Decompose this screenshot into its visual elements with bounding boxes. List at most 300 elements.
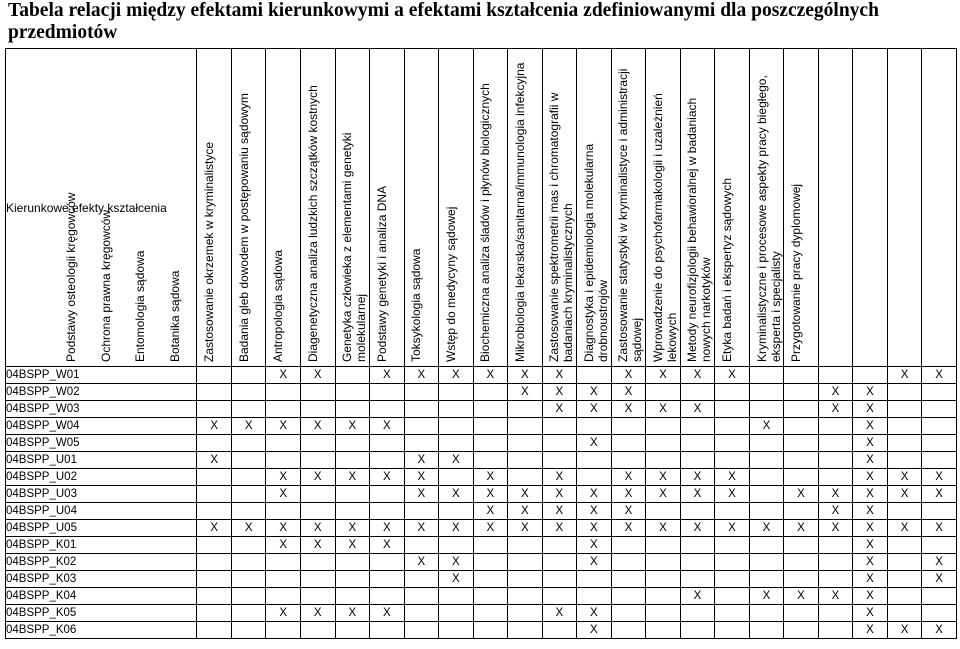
relation-cell xyxy=(335,622,370,639)
relation-cell: X xyxy=(611,384,646,401)
table-row xyxy=(6,588,957,605)
relation-cell xyxy=(231,401,266,418)
relation-cell xyxy=(370,435,405,452)
relation-cell: X xyxy=(542,503,577,520)
relation-cell: X xyxy=(784,486,819,503)
relation-cell xyxy=(818,469,853,486)
relation-cell: X xyxy=(887,520,922,537)
relation-cell xyxy=(197,554,232,571)
table-header-row xyxy=(6,49,957,367)
relation-cell xyxy=(922,418,957,435)
relation-cell xyxy=(231,503,266,520)
relation-cell xyxy=(887,418,922,435)
table-row xyxy=(6,469,957,486)
relation-cell xyxy=(370,452,405,469)
relation-cell xyxy=(266,554,301,571)
relation-cell xyxy=(473,554,508,571)
relation-cell xyxy=(508,622,543,639)
table-row xyxy=(6,486,957,503)
relation-cell xyxy=(887,554,922,571)
relation-cell xyxy=(473,588,508,605)
relation-cell xyxy=(231,452,266,469)
relation-cell: X xyxy=(577,401,612,418)
relation-cell xyxy=(818,418,853,435)
relation-cell xyxy=(887,384,922,401)
relation-cell: X xyxy=(542,401,577,418)
relation-cell xyxy=(301,622,336,639)
relation-cell: X xyxy=(853,435,888,452)
subject-header-label: Mikrobiologia lekarska/sanitarna/immunologia infekcyjna xyxy=(512,62,527,362)
relation-cell: X xyxy=(611,520,646,537)
relation-cell: X xyxy=(439,486,474,503)
effect-code: 04BSPP_W02 xyxy=(6,384,197,401)
relation-cell: X xyxy=(370,367,405,384)
relation-cell xyxy=(887,537,922,554)
relation-cell xyxy=(542,452,577,469)
relation-cell xyxy=(404,384,439,401)
relation-cell xyxy=(301,554,336,571)
relation-cell xyxy=(646,605,681,622)
relation-cell xyxy=(611,435,646,452)
subject-header-label: Genetyka człowieka z elementami genetyki molekularnej xyxy=(340,132,369,362)
relation-cell xyxy=(404,605,439,622)
relation-cell xyxy=(404,588,439,605)
subject-header-label: Wstęp do medycyny sądowej xyxy=(443,206,458,362)
subject-header-label: Biochemiczna analiza śladów i płynów biologicznych xyxy=(478,83,493,362)
relation-cell xyxy=(715,605,750,622)
relation-cell xyxy=(335,367,370,384)
relation-cell xyxy=(784,571,819,588)
relation-cell: X xyxy=(646,486,681,503)
relation-cell xyxy=(818,622,853,639)
effect-code: 04BSPP_U02 xyxy=(6,469,197,486)
relation-cell xyxy=(473,537,508,554)
relation-cell: X xyxy=(680,588,715,605)
relation-cell xyxy=(508,401,543,418)
relation-cell xyxy=(646,554,681,571)
relation-cell xyxy=(887,605,922,622)
subject-header-label: Botanika sądowa xyxy=(167,270,182,362)
relation-cell xyxy=(542,571,577,588)
relation-cell xyxy=(370,571,405,588)
relation-cell xyxy=(680,554,715,571)
relation-cell xyxy=(231,384,266,401)
relation-cell xyxy=(197,384,232,401)
relation-cell xyxy=(577,367,612,384)
relation-cell xyxy=(577,452,612,469)
table-row xyxy=(6,554,957,571)
relation-cell xyxy=(508,537,543,554)
relation-cell xyxy=(231,588,266,605)
relation-cell: X xyxy=(301,418,336,435)
relation-cell: X xyxy=(887,622,922,639)
relation-cell xyxy=(680,605,715,622)
relation-cell: X xyxy=(404,520,439,537)
subject-header-label: Podstawy osteologii kręgowców xyxy=(64,192,79,362)
relation-cell xyxy=(922,503,957,520)
relation-cell xyxy=(335,452,370,469)
relation-cell xyxy=(749,384,784,401)
relation-cell: X xyxy=(853,503,888,520)
relation-cell xyxy=(231,486,266,503)
relation-cell xyxy=(818,435,853,452)
relation-cell xyxy=(508,554,543,571)
relation-cell: X xyxy=(818,520,853,537)
relation-cell xyxy=(301,588,336,605)
relation-cell xyxy=(646,588,681,605)
relation-cell: X xyxy=(611,401,646,418)
relation-cell: X xyxy=(715,520,750,537)
relation-cell: X xyxy=(853,588,888,605)
relation-cell xyxy=(818,571,853,588)
table-row xyxy=(6,537,957,554)
relation-cell: X xyxy=(680,401,715,418)
relation-cell xyxy=(231,469,266,486)
relation-cell xyxy=(301,435,336,452)
relation-cell xyxy=(439,503,474,520)
relation-cell: X xyxy=(577,503,612,520)
relation-cell xyxy=(680,537,715,554)
relation-cell xyxy=(439,622,474,639)
relation-cell xyxy=(715,554,750,571)
relation-cell xyxy=(577,418,612,435)
relation-cell xyxy=(749,401,784,418)
relation-cell: X xyxy=(439,571,474,588)
relation-cell: X xyxy=(853,418,888,435)
corner-label: Kierunkowe efekty kształcenia xyxy=(6,49,197,367)
relation-cell xyxy=(542,554,577,571)
relation-cell xyxy=(749,537,784,554)
relation-cell xyxy=(197,503,232,520)
relation-cell: X xyxy=(853,469,888,486)
relation-cell: X xyxy=(853,452,888,469)
effect-code: 04BSPP_U01 xyxy=(6,452,197,469)
subject-header-label: Entomologia sądowa xyxy=(133,250,148,362)
relation-cell: X xyxy=(404,469,439,486)
relation-cell: X xyxy=(301,605,336,622)
table-row xyxy=(6,452,957,469)
table-row xyxy=(6,520,957,537)
relation-cell xyxy=(784,452,819,469)
relation-cell xyxy=(646,452,681,469)
relation-cell xyxy=(611,605,646,622)
relation-cell: X xyxy=(508,486,543,503)
relation-cell: X xyxy=(887,469,922,486)
relation-cell xyxy=(611,537,646,554)
effect-code: 04BSPP_U04 xyxy=(6,503,197,520)
relation-cell: X xyxy=(231,418,266,435)
table-row xyxy=(6,605,957,622)
relation-cell xyxy=(370,588,405,605)
relation-cell xyxy=(922,401,957,418)
relation-cell: X xyxy=(646,469,681,486)
relation-cell: X xyxy=(508,520,543,537)
relation-cell xyxy=(266,588,301,605)
relation-cell xyxy=(542,622,577,639)
relation-cell: X xyxy=(818,503,853,520)
relation-cell: X xyxy=(680,367,715,384)
relation-cell xyxy=(404,503,439,520)
relation-cell xyxy=(335,401,370,418)
effect-code: 04BSPP_K01 xyxy=(6,537,197,554)
relation-cell xyxy=(301,571,336,588)
subject-header-label: Kryminalistyczne i procesowe aspekty pracy biegłego, eksperta i specjalisty xyxy=(754,75,783,362)
relation-cell: X xyxy=(818,384,853,401)
relation-cell xyxy=(784,401,819,418)
relation-cell xyxy=(266,571,301,588)
table-body xyxy=(6,367,957,639)
relation-cell: X xyxy=(508,384,543,401)
relation-cell: X xyxy=(266,486,301,503)
relation-cell xyxy=(646,384,681,401)
relation-cell xyxy=(542,588,577,605)
relation-cell: X xyxy=(922,571,957,588)
relation-cell: X xyxy=(818,401,853,418)
relation-cell xyxy=(715,622,750,639)
subject-header-label: Antropologia sądowa xyxy=(271,249,286,362)
relation-cell xyxy=(231,435,266,452)
relation-cell xyxy=(749,571,784,588)
relation-cell: X xyxy=(301,367,336,384)
relation-cell xyxy=(922,537,957,554)
relation-cell: X xyxy=(715,367,750,384)
relation-cell xyxy=(370,622,405,639)
relation-cell: X xyxy=(404,452,439,469)
relation-cell xyxy=(404,401,439,418)
relation-cell xyxy=(404,435,439,452)
relation-cell: X xyxy=(266,520,301,537)
relation-cell xyxy=(473,401,508,418)
relation-cell xyxy=(749,486,784,503)
relation-cell xyxy=(197,622,232,639)
relation-cell xyxy=(749,605,784,622)
relation-cell: X xyxy=(611,469,646,486)
relation-cell: X xyxy=(197,520,232,537)
relation-cell xyxy=(611,554,646,571)
relation-cell: X xyxy=(266,418,301,435)
relation-cell: X xyxy=(784,520,819,537)
relation-cell: X xyxy=(335,605,370,622)
relation-cell: X xyxy=(301,469,336,486)
relation-cell xyxy=(473,435,508,452)
relation-cell xyxy=(680,622,715,639)
relation-cell xyxy=(370,384,405,401)
subject-header-label: Podstawy genetyki i analiza DNA xyxy=(374,185,389,362)
relation-cell xyxy=(370,486,405,503)
relation-cell xyxy=(784,367,819,384)
relation-cell: X xyxy=(922,622,957,639)
relation-cell: X xyxy=(922,520,957,537)
relation-cell xyxy=(922,435,957,452)
relation-cell: X xyxy=(611,367,646,384)
relation-cell xyxy=(197,588,232,605)
relation-cell xyxy=(715,435,750,452)
relation-cell: X xyxy=(404,486,439,503)
relation-cell xyxy=(542,418,577,435)
relation-cell: X xyxy=(922,486,957,503)
relation-cell xyxy=(784,503,819,520)
relation-cell: X xyxy=(715,486,750,503)
relation-cell: X xyxy=(577,554,612,571)
relation-cell: X xyxy=(853,622,888,639)
relation-cell: X xyxy=(473,520,508,537)
relation-cell xyxy=(197,571,232,588)
relation-cell xyxy=(197,605,232,622)
relation-cell: X xyxy=(335,469,370,486)
relation-cell xyxy=(439,401,474,418)
relation-cell: X xyxy=(680,486,715,503)
subject-header-label: Ochrona prawna kręgowców xyxy=(98,209,113,362)
relation-cell xyxy=(680,452,715,469)
relation-cell: X xyxy=(853,537,888,554)
relation-cell xyxy=(197,435,232,452)
relation-cell xyxy=(784,418,819,435)
relation-cell xyxy=(715,384,750,401)
effect-code: 04BSPP_K06 xyxy=(6,622,197,639)
relation-cell: X xyxy=(370,537,405,554)
relation-cell: X xyxy=(749,520,784,537)
relation-cell: X xyxy=(646,367,681,384)
relation-cell xyxy=(922,384,957,401)
relation-cell xyxy=(404,622,439,639)
relation-cell: X xyxy=(301,537,336,554)
relation-cell xyxy=(439,537,474,554)
relation-cell xyxy=(231,537,266,554)
page-title: Tabela relacji między efektami kierunkowymi a efektami kształcenia zdefiniowanymi dla poszczególnych przedmiotów xyxy=(8,0,879,43)
relation-cell: X xyxy=(404,554,439,571)
relation-cell: X xyxy=(370,418,405,435)
relation-cell: X xyxy=(853,384,888,401)
relation-cell: X xyxy=(853,486,888,503)
relation-cell xyxy=(301,452,336,469)
relation-cell: X xyxy=(266,367,301,384)
relation-cell xyxy=(646,435,681,452)
relation-cell xyxy=(508,571,543,588)
subject-header-label: Wprowadzenie do psychofarmakologii i uzależnień lekowych xyxy=(650,93,679,362)
relation-cell: X xyxy=(577,622,612,639)
relation-cell xyxy=(818,554,853,571)
relation-cell: X xyxy=(508,367,543,384)
relation-cell: X xyxy=(922,469,957,486)
relation-cell xyxy=(335,588,370,605)
relation-cell: X xyxy=(473,367,508,384)
relation-cell xyxy=(646,418,681,435)
relation-cell xyxy=(473,605,508,622)
relation-cell xyxy=(473,571,508,588)
relation-cell: X xyxy=(508,503,543,520)
relation-cell xyxy=(577,571,612,588)
table-row xyxy=(6,384,957,401)
relation-cell xyxy=(508,588,543,605)
relation-cell xyxy=(231,571,266,588)
relation-cell: X xyxy=(439,520,474,537)
relation-cell xyxy=(542,537,577,554)
relation-cell: X xyxy=(611,486,646,503)
table-row xyxy=(6,622,957,639)
relation-cell xyxy=(749,469,784,486)
relation-cell xyxy=(749,503,784,520)
relation-cell: X xyxy=(370,605,405,622)
subject-header xyxy=(789,49,957,367)
relation-cell xyxy=(439,418,474,435)
relation-cell: X xyxy=(335,537,370,554)
relation-cell xyxy=(611,452,646,469)
relation-cell: X xyxy=(542,384,577,401)
relation-cell: X xyxy=(197,418,232,435)
effect-code: 04BSPP_K02 xyxy=(6,554,197,571)
relation-cell xyxy=(749,435,784,452)
relation-cell xyxy=(301,503,336,520)
relation-cell xyxy=(439,588,474,605)
relation-cell: X xyxy=(266,469,301,486)
relation-cell: X xyxy=(853,520,888,537)
effect-code: 04BSPP_W01 xyxy=(6,367,197,384)
effect-code: 04BSPP_W03 xyxy=(6,401,197,418)
relation-cell xyxy=(715,418,750,435)
relation-cell xyxy=(818,605,853,622)
relation-cell xyxy=(508,418,543,435)
relation-cell: X xyxy=(646,520,681,537)
relation-cell xyxy=(301,384,336,401)
relation-cell xyxy=(404,418,439,435)
relation-cell: X xyxy=(335,520,370,537)
relation-cell xyxy=(922,452,957,469)
relation-cell xyxy=(680,435,715,452)
relation-cell xyxy=(231,605,266,622)
relation-cell: X xyxy=(542,469,577,486)
relation-cell: X xyxy=(542,486,577,503)
relation-cell xyxy=(266,401,301,418)
relation-cell: X xyxy=(473,469,508,486)
effect-code: 04BSPP_W05 xyxy=(6,435,197,452)
relation-cell xyxy=(439,605,474,622)
relation-cell xyxy=(473,418,508,435)
relation-cell xyxy=(611,571,646,588)
relation-cell: X xyxy=(542,605,577,622)
relation-cell: X xyxy=(577,537,612,554)
relation-cell xyxy=(680,384,715,401)
table-row xyxy=(6,503,957,520)
relation-cell xyxy=(818,367,853,384)
relation-cell xyxy=(818,537,853,554)
relation-cell xyxy=(680,418,715,435)
subject-header-label: Badania gleb dowodem w postępowaniu sądowym xyxy=(236,93,251,362)
relation-cell xyxy=(542,435,577,452)
relation-cell: X xyxy=(577,384,612,401)
relation-cell xyxy=(439,435,474,452)
relation-cell xyxy=(473,452,508,469)
subject-header-label: Etyka badań i ekspertyz sądowych xyxy=(720,177,734,362)
relation-cell xyxy=(749,622,784,639)
relation-cell xyxy=(404,571,439,588)
relation-cell xyxy=(508,469,543,486)
relation-cell xyxy=(301,401,336,418)
relation-cell xyxy=(370,401,405,418)
table-row xyxy=(6,367,957,384)
relations-table xyxy=(5,48,957,639)
relation-cell: X xyxy=(301,520,336,537)
relation-cell: X xyxy=(370,469,405,486)
relation-cell xyxy=(508,435,543,452)
table-row xyxy=(6,401,957,418)
relation-cell xyxy=(231,554,266,571)
relation-cell xyxy=(611,588,646,605)
relation-cell: X xyxy=(922,554,957,571)
relation-cell xyxy=(231,622,266,639)
subject-header-label: Zastosowanie spektrometrii mas i chromatografii w badaniach kryminalistycznych xyxy=(547,92,576,362)
relation-cell xyxy=(784,537,819,554)
relation-cell: X xyxy=(680,520,715,537)
